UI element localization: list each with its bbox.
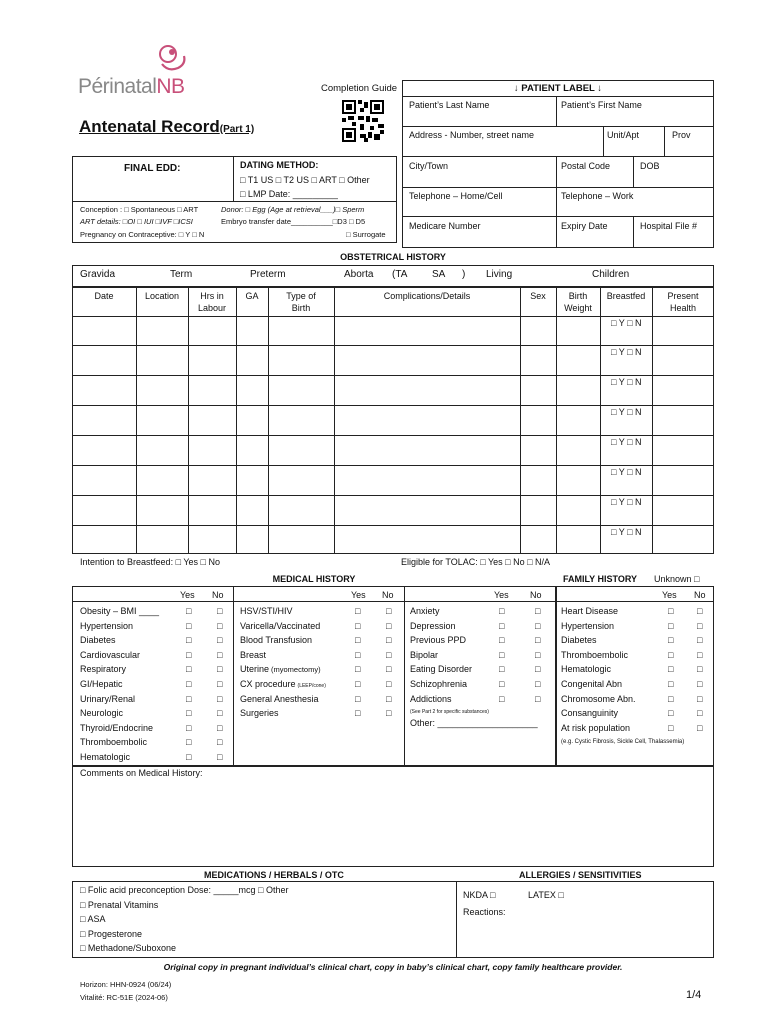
table-column-divider (188, 287, 189, 554)
breastfed-option[interactable]: □ Y □ N (611, 377, 642, 387)
surrogate-option[interactable]: □ Surrogate (346, 230, 386, 239)
first-name-field[interactable]: Patient’s First Name (561, 100, 642, 110)
table-column-divider (600, 287, 601, 554)
col-birth-weight-2: Weight (564, 303, 592, 313)
living-label[interactable]: Living (486, 269, 513, 280)
medical-yes-checkbox[interactable]: □ (499, 664, 505, 675)
col-ga: GA (245, 291, 259, 301)
medical-yes-checkbox[interactable]: □ (499, 679, 505, 689)
table-row (72, 525, 714, 526)
family-no-checkbox[interactable]: □ (697, 679, 703, 689)
family-history-item: Thromboembolic (561, 649, 629, 660)
medical-history-item (240, 664, 321, 674)
medical-history-item: Urinary/Renal (80, 693, 136, 704)
medical-yes-checkbox[interactable]: □ (186, 649, 192, 660)
logo (78, 42, 218, 102)
medical-no-checkbox[interactable]: □ (386, 693, 392, 704)
medical-yes-checkbox[interactable]: □ (355, 620, 361, 631)
family-yes-checkbox[interactable]: □ (668, 649, 674, 660)
embryo-transfer-field[interactable]: Embryo transfer date__________□D3 □ D5 (221, 217, 366, 226)
nkda-option[interactable]: NKDA □ (463, 890, 496, 900)
family-no-checkbox[interactable]: □ (697, 664, 703, 675)
col-type-of: Type of (286, 291, 316, 301)
last-name-field[interactable]: Patient’s Last Name (409, 100, 490, 110)
medical-history-item-label: HSV/STI/HIV (240, 606, 293, 616)
family-history-item: Hypertension (561, 620, 615, 631)
obstetrical-history-title: OBSTETRICAL HISTORY (340, 252, 446, 262)
medication-option[interactable]: □ Progesterone (80, 928, 142, 939)
sa-label[interactable]: SA (432, 269, 446, 280)
family-unknown-option[interactable]: Unknown □ (654, 574, 700, 584)
page-title: Antenatal Record(Part 1) (79, 117, 255, 136)
table-column-divider (268, 287, 269, 554)
medical-yes-checkbox[interactable]: □ (499, 693, 505, 704)
medical-history-item: Bipolar (410, 649, 439, 660)
table-column-divider (236, 287, 237, 554)
breastfed-option[interactable]: □ Y □ N (611, 497, 642, 507)
medical-no-checkbox[interactable]: □ (535, 635, 541, 646)
art-details-options[interactable]: ART details: □OI □ IUI □IVF □ICSI (80, 217, 193, 226)
breastfed-option[interactable]: □ Y □ N (611, 527, 642, 537)
table-row (72, 465, 714, 466)
breastfed-option[interactable]: □ Y □ N (611, 318, 642, 328)
medical-no-checkbox[interactable]: □ (217, 737, 223, 748)
col-present: Present (667, 291, 699, 301)
medical-yes-checkbox[interactable]: □ (355, 664, 361, 675)
medical-comments-box[interactable] (72, 766, 714, 867)
hospital-file-field[interactable]: Hospital File # (640, 221, 698, 231)
col-birth-weight-1: Birth (568, 291, 588, 301)
medication-option[interactable]: □ ASA (80, 914, 106, 925)
city-field[interactable]: City/Town (409, 161, 449, 171)
gravida-label[interactable]: Gravida (80, 269, 116, 280)
medical-no-checkbox[interactable]: □ (217, 708, 223, 719)
intention-breastfeed[interactable]: Intention to Breastfeed: □ Yes □ No (80, 557, 220, 567)
medical-yes-checkbox[interactable]: □ (186, 635, 192, 646)
medical-history-item (240, 606, 293, 616)
family-history-item: Consanguinity (561, 708, 619, 719)
medical-yes-checkbox[interactable]: □ (186, 708, 192, 719)
family-no-checkbox[interactable]: □ (697, 708, 703, 719)
unit-field[interactable]: Unit/Apt (607, 130, 640, 140)
expiry-date-field[interactable]: Expiry Date (561, 221, 608, 231)
medical-history-item (240, 694, 319, 704)
table-row (72, 405, 714, 406)
col-complications: Complications/Details (383, 291, 471, 301)
medical-no-checkbox[interactable]: □ (535, 693, 541, 704)
family-yes-checkbox[interactable]: □ (668, 722, 674, 733)
medical-yes-checkbox[interactable]: □ (355, 679, 361, 689)
medical-yes-checkbox[interactable]: □ (355, 708, 361, 719)
logo-text-nb: NB (156, 75, 185, 98)
col-location: Location (144, 291, 180, 301)
medications-title: MEDICATIONS / HERBALS / OTC (204, 870, 344, 880)
conception-options[interactable]: Conception : □ Spontaneous □ ART (80, 205, 199, 214)
medical-yes-checkbox[interactable]: □ (355, 606, 361, 616)
medical-history-item-label: Blood Transfusion (240, 635, 313, 646)
medical-no-checkbox[interactable]: □ (217, 606, 223, 616)
medical-yes-checkbox[interactable]: □ (186, 737, 192, 748)
medical-yes-checkbox[interactable]: □ (186, 752, 192, 762)
medical-yes-checkbox[interactable]: □ (186, 693, 192, 704)
addictions-note: (See Part 2 for specific substances) (410, 709, 489, 715)
family-history-item: Congenital Abn (561, 679, 623, 689)
ta-label[interactable]: (TA (392, 269, 408, 280)
medical-yes-checkbox[interactable]: □ (186, 679, 192, 689)
family-yes-checkbox[interactable]: □ (668, 620, 674, 631)
family-no-checkbox[interactable]: □ (697, 693, 703, 704)
medical-history-item (240, 621, 320, 631)
dating-methods-options[interactable]: □ T1 US □ T2 US □ ART □ Other (240, 175, 370, 185)
medical-history-item-note: (myomectomy) (271, 665, 321, 675)
medical-yes-checkbox[interactable]: □ (186, 606, 192, 616)
col-sex: Sex (530, 291, 546, 301)
medical-yes-checkbox[interactable]: □ (499, 649, 505, 660)
telephone-home-field[interactable]: Telephone – Home/Cell (409, 191, 503, 201)
col-hrs-in: Hrs in (200, 291, 224, 301)
table-row (72, 435, 714, 436)
medical-no-checkbox[interactable]: □ (386, 649, 392, 660)
copy-distribution-note: Original copy in pregnant individual’s clinical chart, copy in baby’s clinical chart, copy family healthcare provider. (163, 962, 623, 972)
family-history-item: At risk population (561, 722, 631, 733)
medical-yes-checkbox[interactable]: □ (355, 635, 361, 646)
medical-history-item: Thyroid/Endocrine (80, 722, 154, 733)
medicare-field[interactable]: Medicare Number (409, 221, 481, 231)
medical-history-item: Hematologic (80, 752, 131, 762)
medical-history-item-label: Uterine (240, 664, 270, 675)
table-column-divider (556, 287, 557, 554)
medical-history-item: Thromboembolic (80, 737, 148, 748)
medical-history-title: MEDICAL HISTORY (272, 574, 356, 584)
medication-option[interactable]: □ Methadone/Suboxone (80, 943, 177, 954)
medical-history-item-label: General Anesthesia (240, 693, 319, 704)
medical-no-checkbox[interactable]: □ (217, 752, 223, 762)
medical-no-checkbox[interactable]: □ (535, 606, 541, 616)
term-label[interactable]: Term (170, 269, 193, 280)
aborta-label[interactable]: Aborta (344, 269, 374, 280)
medical-no-checkbox[interactable]: □ (217, 664, 223, 675)
medical-yes-3: Yes (494, 590, 509, 600)
table-row (72, 375, 714, 376)
medical-yes-checkbox[interactable]: □ (499, 620, 505, 631)
family-yes-checkbox[interactable]: □ (668, 664, 674, 675)
table-column-divider (334, 287, 335, 554)
family-no-checkbox[interactable]: □ (697, 722, 703, 733)
family-history-item: Diabetes (561, 635, 597, 646)
medical-history-item-note: (LEEP/cone) (297, 683, 326, 689)
breastfed-option[interactable]: □ Y □ N (611, 437, 642, 447)
dating-method-label: DATING METHOD: (240, 160, 319, 170)
col-health: Health (669, 303, 696, 313)
medical-no-checkbox[interactable]: □ (535, 664, 541, 675)
family-no: No (694, 590, 706, 600)
col-breastfed: Breastfed (606, 291, 646, 301)
medical-history-item: Depression (410, 620, 456, 631)
ta-sa-close: ) (462, 269, 466, 280)
medical-no-3: No (530, 590, 542, 600)
family-no-checkbox[interactable]: □ (697, 620, 703, 631)
medical-no-checkbox[interactable]: □ (217, 620, 223, 631)
donor-options[interactable]: Donor: □ Egg (Age at retrieval___)□ Sperm (221, 205, 365, 214)
medical-comments-label: Comments on Medical History: (80, 768, 203, 778)
medication-option[interactable]: □ Prenatal Vitamins (80, 899, 159, 910)
table-column-divider (520, 287, 521, 554)
medical-history-item: Anxiety (410, 606, 440, 616)
completion-guide-label[interactable]: Completion Guide (321, 83, 398, 94)
medical-no-checkbox[interactable]: □ (535, 620, 541, 631)
medical-history-item: Previous PPD (410, 635, 467, 646)
dob-field[interactable]: DOB (640, 161, 660, 171)
breastfed-option[interactable]: □ Y □ N (611, 347, 642, 357)
family-yes-checkbox[interactable]: □ (668, 708, 674, 719)
prov-field[interactable]: Prov (672, 130, 691, 140)
medical-history-item: Schizophrenia (410, 679, 468, 689)
medical-history-item: Obesity – BMI ____ (80, 606, 160, 616)
medical-no-checkbox[interactable]: □ (386, 606, 392, 616)
preterm-label[interactable]: Preterm (250, 269, 286, 280)
qr-code-icon[interactable] (342, 100, 384, 142)
medical-history-item: GI/Hepatic (80, 679, 123, 689)
address-field[interactable]: Address - Number, street name (409, 130, 535, 140)
medical-history-item-label: Surgeries (240, 708, 279, 719)
vitalite-form-code: Vitalité: RC-51E (2024-06) (80, 993, 168, 1002)
medical-history-item (240, 679, 326, 689)
family-yes: Yes (662, 590, 677, 600)
family-history-item: Hematologic (561, 664, 612, 675)
postal-code-field[interactable]: Postal Code (561, 161, 611, 171)
medical-history-item (240, 635, 312, 645)
lmp-date-option[interactable]: □ LMP Date: _________ (240, 189, 338, 199)
children-label[interactable]: Children (592, 269, 630, 280)
col-labour: Labour (197, 303, 227, 313)
latex-option[interactable]: LATEX □ (528, 890, 564, 900)
medication-option[interactable]: □ Folic acid preconception Dose: _____mcg □ Other (80, 885, 289, 895)
medical-history-item: Addictions (410, 693, 452, 704)
medical-history-item: Cardiovascular (80, 649, 141, 660)
medical-no-checkbox[interactable]: □ (386, 635, 392, 646)
table-row (72, 495, 714, 496)
perinatal-logo-icon (152, 42, 192, 76)
medical-no-checkbox[interactable]: □ (386, 679, 392, 689)
table-row (72, 345, 714, 346)
reactions-field[interactable]: Reactions: (463, 907, 506, 917)
medical-no-checkbox[interactable]: □ (386, 664, 392, 675)
medical-yes-checkbox[interactable]: □ (186, 722, 192, 733)
medical-yes-checkbox[interactable]: □ (186, 664, 192, 675)
medical-no-checkbox[interactable]: □ (535, 679, 541, 689)
breastfed-option[interactable]: □ Y □ N (611, 407, 642, 417)
family-yes-checkbox[interactable]: □ (668, 679, 674, 689)
medical-no-checkbox[interactable]: □ (535, 649, 541, 660)
medical-history-item: Respiratory (80, 664, 127, 675)
medical-yes-checkbox[interactable]: □ (499, 606, 505, 616)
table-column-divider (652, 287, 653, 554)
contraceptive-options[interactable]: Pregnancy on Contraceptive: □ Y □ N (80, 230, 205, 239)
breastfed-option[interactable]: □ Y □ N (611, 467, 642, 477)
medical-history-item-label: Breast (240, 649, 267, 660)
family-history-item: Heart Disease (561, 606, 619, 616)
medical-no-checkbox[interactable]: □ (217, 635, 223, 646)
tolac-eligibility[interactable]: Eligible for TOLAC: □ Yes □ No □ N/A (401, 557, 551, 567)
col-date: Date (94, 291, 114, 301)
family-history-item: Chromosome Abn. (561, 693, 636, 704)
medical-no-checkbox[interactable]: □ (217, 679, 223, 689)
col-birth: Birth (291, 303, 311, 313)
table-row (72, 316, 714, 317)
family-yes-checkbox[interactable]: □ (668, 635, 674, 646)
medical-no-checkbox[interactable]: □ (217, 722, 223, 733)
medical-no-2: No (382, 590, 394, 600)
medical-no-checkbox[interactable]: □ (386, 708, 392, 719)
medical-history-item: Neurologic (80, 708, 124, 719)
medical-yes-1: Yes (180, 590, 195, 600)
horizon-form-code: Horizon: HHN-0924 (06/24) (80, 980, 172, 989)
medical-history-item-label: Varicella/Vaccinated (240, 620, 321, 631)
medical-yes-checkbox[interactable]: □ (499, 635, 505, 646)
medical-yes-2: Yes (351, 590, 366, 600)
medical-history-item-label: CX procedure (240, 679, 296, 689)
medical-history-item: Eating Disorder (410, 664, 473, 675)
medical-no-checkbox[interactable]: □ (217, 649, 223, 660)
final-edd-label: FINAL EDD: (124, 163, 181, 174)
family-no-checkbox[interactable]: □ (697, 606, 703, 616)
medical-history-item (240, 650, 266, 660)
medical-history-item: Diabetes (80, 635, 116, 646)
medical-yes-checkbox[interactable]: □ (355, 649, 361, 660)
family-no-checkbox[interactable]: □ (697, 635, 703, 646)
family-history-title: FAMILY HISTORY (563, 574, 638, 584)
medical-history-item: Hypertension (80, 620, 134, 631)
medical-no-checkbox[interactable]: □ (217, 693, 223, 704)
medical-yes-checkbox[interactable]: □ (355, 693, 361, 704)
at-risk-population-note: (e.g. Cystic Fibrosis, Sickle Cell, Thalassemia) (561, 739, 685, 745)
page-number: 1/4 (686, 989, 702, 1001)
page-title-part: (Part 1) (219, 124, 255, 135)
patient-label-title: ↓ PATIENT LABEL ↓ (513, 83, 603, 94)
medical-no-1: No (212, 590, 224, 600)
family-no-checkbox[interactable]: □ (697, 649, 703, 660)
telephone-work-field[interactable]: Telephone – Work (561, 191, 634, 201)
table-column-divider (136, 287, 137, 554)
allergies-title: ALLERGIES / SENSITIVITIES (519, 870, 642, 880)
medical-other-field[interactable]: Other: ____________________ (410, 718, 538, 728)
logo-text: Périnatal (78, 75, 157, 98)
medical-yes-checkbox[interactable]: □ (186, 620, 192, 631)
family-yes-checkbox[interactable]: □ (668, 693, 674, 704)
medical-history-item (240, 708, 279, 718)
family-yes-checkbox[interactable]: □ (668, 606, 674, 616)
medical-no-checkbox[interactable]: □ (386, 620, 392, 631)
